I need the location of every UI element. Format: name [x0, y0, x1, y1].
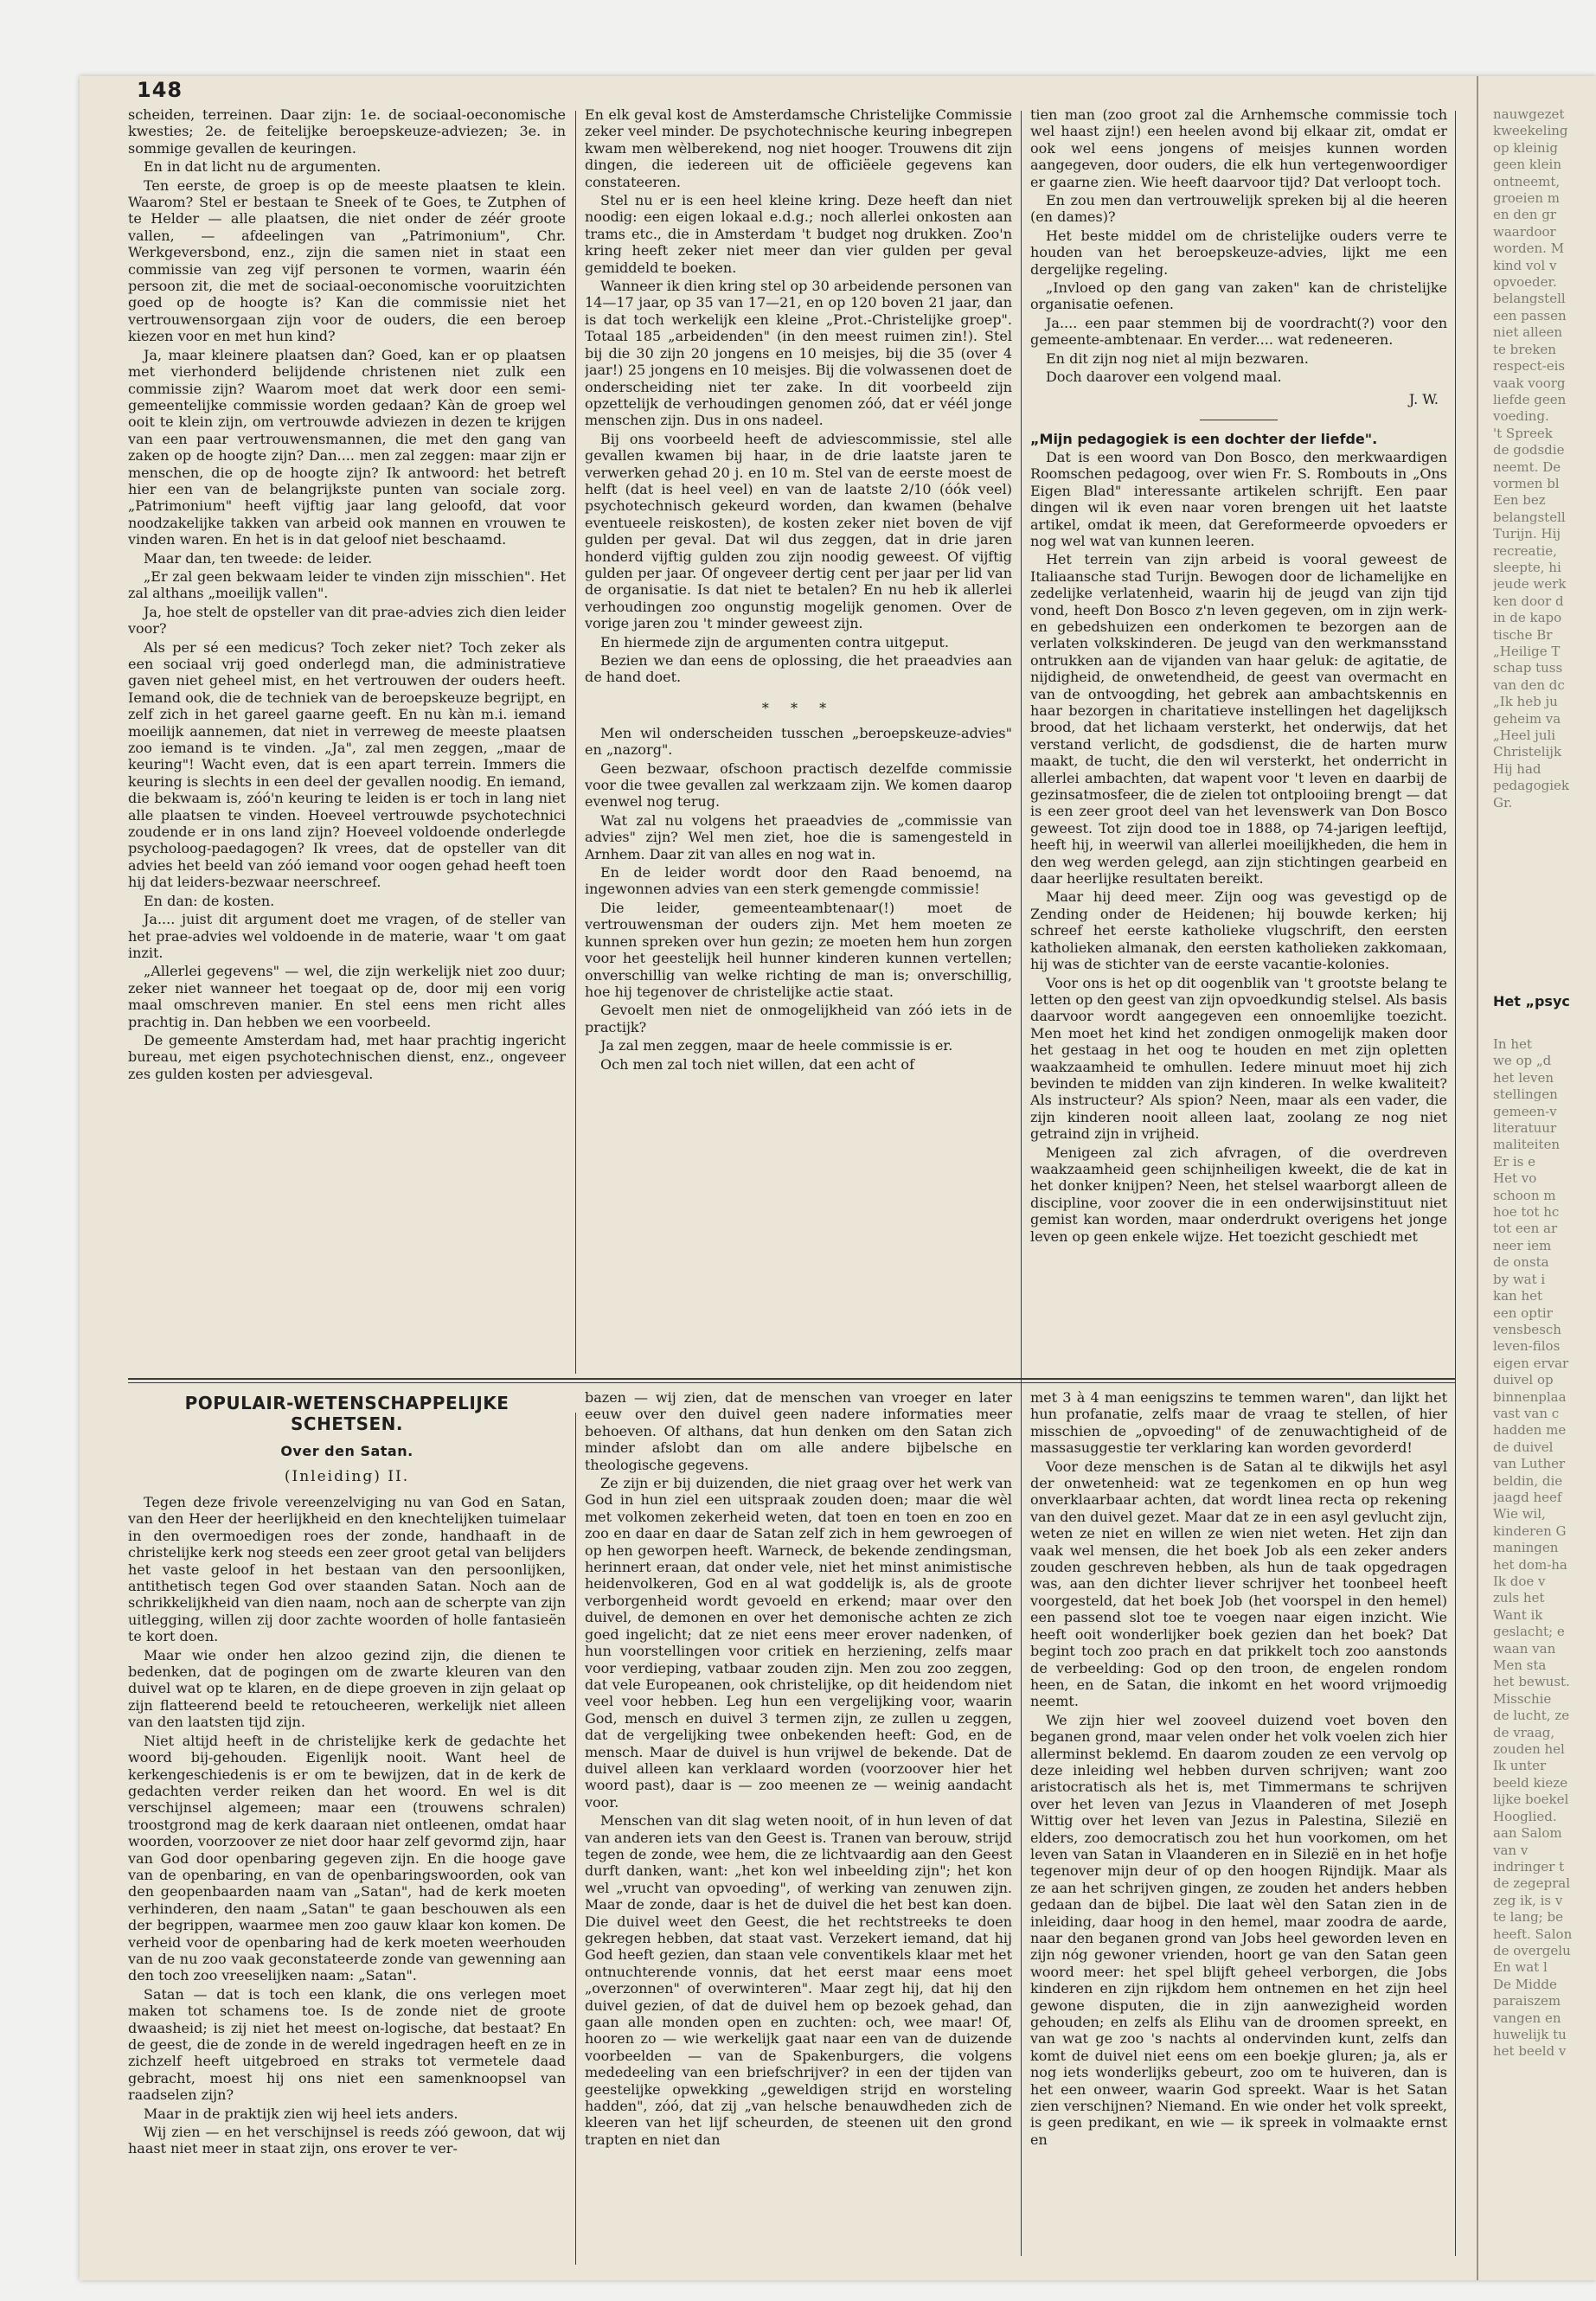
text-line: worden. M [1493, 240, 1565, 257]
text-line: vensbesch [1493, 1321, 1561, 1337]
text-line: stellingen [1493, 1086, 1558, 1103]
paragraph: En hiermede zijn de argumenten contra uitgeput. [600, 633, 949, 651]
text-line: het leven [1493, 1069, 1554, 1086]
paragraph: Stel nu er is een heel kleine kring. Deze heeft dan niet noodig: een eigen lokaal e.d.g.; noch allerlei onkosten aan trams etc., die in Amsterdam 't budget nog drukken. Zoo'n kring heeft zeker niet meer dan vier gulden per geval gemiddeld te boeken. [585, 192, 1012, 276]
text-line: Christelijk [1493, 744, 1562, 760]
paragraph: „Er zal geen bekwaam leider te vinden zijn misschien". Het zal althans „moeilijk vallen". [128, 567, 566, 602]
paragraph: „Invloed op den gang van zaken" kan de christelijke organisatie oefenen. [1030, 279, 1447, 313]
text-line: belangstell [1493, 509, 1566, 525]
text-line: maningen [1493, 1540, 1559, 1556]
article-title: Over den Satan. [280, 1443, 413, 1459]
text-line: gemeen-v [1493, 1103, 1557, 1119]
paragraph: met 3 à 4 man eenigszins te temmen waren", dan lijkt het hun profanatie, zelfs maar de vraag te stellen, of hier misschien de „opvoeding" of de zenuwachtigheid of de massasuggestie ter verklaring kan worden gevorderd! [1030, 1389, 1447, 1457]
paragraph: Als per sé een medicus? Toch zeker niet? Toch zeker als een sociaal vrij goed onderlegd man, die administratieve gaven niet geheel mist, en het vertrouwen der ouders heeft. Iemand ook, die de techniek van de beroepskeuze begrijpt, en zelf zich in het gareel gaarne geeft. En nu kàn m.i. iemand moeilijk aannemen, dat niet in verreweg de meeste plaatsen zoo iemand is te vinden. „Ja", zal men zeggen, „maar de keuring"! Wacht even, dat is een apart terrein. Immers die keuring is slechts in een deel der gevallen noodig. En iemand, die bekwaam is, zóó'n keuring te leiden is er toch in lang niet alle plaatsen te vinden. Hoeveel vertrouwde psychotechnici zoudende er in ons land zijn? Hoeveel voldoende onderlegde psycholoog-paedagogen? Ik vrees, dat de opsteller van dit advies het beeld van zóó iemand voor oogen gehad heeft toen hij dat leiders-bezwaar neerschreef. [128, 638, 566, 891]
text-line: zouden hel [1493, 1741, 1565, 1758]
text-line: geslacht; e [1493, 1624, 1565, 1640]
column-3-bottom [1030, 1389, 1447, 2265]
text-line: beldin, die [1493, 1472, 1563, 1489]
text-line: kweekeling [1493, 123, 1568, 139]
text-line: Gr. [1493, 794, 1513, 811]
text-line: waardoor [1493, 223, 1556, 240]
text-line: literatuur [1493, 1120, 1557, 1137]
paragraph: Wij zien — en het verschijnsel is reeds zóó gewoon, dat wij haast niet meer in staat zijn, ons erover te ver- [128, 2124, 566, 2157]
text-line: leven-filos [1493, 1338, 1561, 1355]
text-line: 't Spreek [1493, 425, 1553, 441]
text-line: belangstell [1493, 291, 1566, 307]
text-line: Ik doe v [1493, 1574, 1546, 1589]
text-line: indringer t [1493, 1858, 1565, 1875]
paragraph: Wat zal nu volgens het praeadvies de „commissie van advies" zijn? Wel men ziet, hoe die is samengesteld in Arnhem. Daar zit van alles en nog wat in. [585, 811, 1012, 862]
text-line: Hij had [1493, 760, 1542, 777]
text-line: neemt. De [1493, 458, 1561, 475]
text-line: De Midde [1493, 1976, 1557, 1992]
text-line: niet alleen [1493, 324, 1563, 341]
text-line: Een bez [1493, 492, 1546, 509]
text-line: Want ik [1493, 1606, 1543, 1623]
text-line: Misschie [1493, 1690, 1552, 1707]
text-line: geheim va [1493, 710, 1561, 727]
text-line: kan het [1493, 1288, 1543, 1304]
text-line: een passen [1493, 307, 1567, 324]
text-line: kinderen G [1493, 1522, 1567, 1539]
paragraph: Ja.... juist dit argument doet me vragen, of de steller van het prae-advies wel voldoende in de materie, waar 't om gaat inzit. [128, 911, 566, 961]
text-line: lijke boekel [1493, 1791, 1569, 1808]
text-line: het bewust. [1493, 1674, 1570, 1690]
column-4-heading [1493, 993, 1596, 1028]
text-line: by wat i [1493, 1271, 1546, 1287]
text-line: neer iem [1493, 1237, 1552, 1253]
column-2-top [585, 106, 1012, 1374]
text-line: huwelijk tu [1493, 2026, 1567, 2042]
text-line: „Ik heb ju [1493, 694, 1558, 710]
paragraph: Ja, hoe stelt de opsteller van dit prae-advies zich dien leider voor? [128, 603, 566, 638]
text-line: een optir [1493, 1304, 1553, 1321]
paragraph: Ja.... een paar stemmen bij de voordracht(?) voor den gemeente-ambtenaar. En verder.... wat redeneeren. [1030, 314, 1447, 349]
section-rule [128, 1382, 1455, 1383]
paragraph: Men wil onderscheiden tusschen „beroepskeuze-advies" en „nazorg". [585, 724, 1012, 759]
text-line: recreatie, [1493, 542, 1557, 559]
text-line: „Heilige T [1493, 644, 1561, 659]
text-line: van v [1493, 1842, 1529, 1858]
paragraph: Tegen deze frivole vereenzelviging nu van God en Satan, van den Heer der heerlijkheid en den knechtelijken tuimelaar in den overmoedigen roes der zonde, handhaaft in de christelijke kerk nog steeds een zeer groot getal van belijders het vaste geloof in het bestaan van den persoonlijken, antithetisch tegen God over staanden Satan. Noch aan de schrikkelijkheid van dien naam, noch aan de scherpte van zijn uitlegging, willen zij door zachte woorden of holle fantasieën te kort doen. [128, 1494, 566, 1645]
cropped-lines [1493, 106, 1596, 811]
text-line: schap tuss [1493, 660, 1563, 676]
paragraph: Dat is een woord van Don Bosco, den merkwaardigen Roomschen pedagoog, over wien Fr. S. Rombouts in „Ons Eigen Blad" interessante artikelen schrijft. Een paar dingen wil ik even naar voren brengen uit het laatste artikel, omdat ik meen, dat Gereformeerde opvoeders er nog wel wat van kunnen leeren. [1030, 448, 1447, 549]
text-line: pedagogiek [1493, 778, 1570, 794]
paragraph: tien man (zoo groot zal die Arnhemsche commissie toch wel haast zijn!) een heelen avond bij elkaar zit, omdat er ook wel eens jongens of meisjes kunnen worden aangegeven, door ouders, die elk hun vertegenwoordiger er gaarne zien. Wie heeft daarvoor tijd? Dat verloopt toch. [1030, 106, 1447, 190]
paragraph: Menschen van dit slag weten nooit, of in hun leven of dat van anderen iets van den Geest is. Tranen van berouw, strijd tegen de zonde, wee hem, die ze lichtvaardig aan den Geest durft danken, want: „het kon wel inbeelding zijn"; het kon wel „vrucht van opvoeding", of werking van zenuwen zijn. Maar de zonde, daar is het de duivel die het best kan doen. Die duivel weet den Geest, die het rechtstreeks te doen gekregen hebben, dat staat vast. Verzekert iemand, dat hij God heeft gezien, dan staan vele conventikels klaar met het ontnuchterende vonnis, dat het eerst maar eens moet „overzonnen" of overwinteren". Maar zegt hij, dat hij den duivel gezien, of dat de duivel hem op bezoek gehad, dan gaan alle monden open en zuchten: och, wee maar! Of, hooren zo — wie werkelijk gaat naar een van de duizende voorbeelden — van de Spakenburgers, die volgens mededeeling van een briefschrijver? in een der tijden van geestelijke opwekking „geweldigen strijd en worsteling hadden", zóó, dat zij „van helsche benauwdheden zich de kleeren van het lijf scheurden, de steenen uit den grond trapten en niet dan [585, 1812, 1012, 2148]
text-line: En wat l [1493, 1959, 1548, 1976]
section-banner: POPULAIR-WETENSCHAPPELIJKE SCHETSEN. [184, 1393, 510, 1434]
text-line: zuls het [1493, 1590, 1545, 1606]
column-1-bottom [128, 1389, 566, 2265]
paragraph: Niet altijd heeft in de christelijke kerk de gedachte het woord bij-gehouden. Eigenlijk nooit. Want heel de kerkengeschiedenis is er om te bewijzen, dat in de kerk de gedachten verder reiken dan het woord. En wel is dit verschijnsel algemeen; maar een (trouwens schralen) troostgrond mag de kerk daaraan niet ontleenen, omdat haar woorden, voorzoover ze niet door haar zelf gevormd zijn, haar van God door openbaring gegeven zijn. En die hooge gave van de openbaring, en van de openbaringswoorden, ook van den geopenbaarden naam van „Satan", had de kerk moeten verhinderen, den naam „Satan" te gaan beschouwen als een der begrippen, waarmee men zoo gauw klaar kon komen. De verheid voor de openbaring had de kerk moeten weerhouden van de nu zoo vaak geconstateerde zonde van gewenning aan den toch zoo vreeselijken naam: „Satan". [128, 1732, 566, 1984]
text-line: hadden me [1493, 1422, 1567, 1439]
text-line: Het vo [1493, 1170, 1537, 1187]
text-line: we op „d [1493, 1053, 1552, 1069]
article-subtitle: (Inleiding) II. [284, 1468, 410, 1485]
text-line: hoe tot hc [1493, 1204, 1560, 1221]
paragraph: We zijn hier wel zooveel duizend voet boven den beganen grond, maar velen onder het volk voelen zich hier allerminst beklemd. En daarom zouden ze een vervolg op deze inleiding wel hebben durven schrijven; want zoo aristocratisch als het is, met Timmermans te schrijven over het leven van Jezus in Vlaanderen of met Joseph Wittig over het leven van Jezus in Palestina, Silezië en elders, zoo democratisch zou het hun voorkomen, om het leven van Satan in Vlaanderen en in Silezië en in het hofje tegenover mijn deur of op den hoogen Rijndijk. Maar als ze aan het schrijven gingen, ze zouden het anders hebben gedaan dan de bijbel. Die laat wèl den Satan zien in de inleiding, daar hoog in den hemel, maar zoodra de aarde, naar den beganen grond van Jobs heel geworden leven en zijn nóg gewoner vrienden, hoort ge van den Satan geen woord meer: het spel blijft geheel verborgen, die Jobs kinderen en zijn rijkdom hem ontnemen en het zijn heel gewone disputen, die in zijn aanwezigheid worden gehouden; en zelfs als Elihu van de droomen spreekt, en van wat ge zoo 's nachts al ondervinden kunt, zelfs dan komt de duivel niet eens om een boekje gluren; ja, als er nog iets wonderlijks gebeurt, zoo om te huiveren, dan is het een onweer, waarin God spreekt. Waar is het Satan zien verschijnen? Niemand. En wie onder het volk spreekt, is geen predikant, en wie — ik spreek in volmaakte ernst en [1030, 1711, 1447, 2148]
text-line: en den gr [1493, 207, 1556, 223]
paragraph: En de leider wordt door den Raad benoemd, na ingewonnen advies van een sterk gemengde commissie! [585, 864, 1012, 898]
author-signature: J. W. [1408, 390, 1439, 407]
paragraph: Bij ons voorbeeld heeft de adviescommissie, stel alle gevallen kwamen bij haar, in de drie laatste jaren te verwerken gehad 20 j. en 10 m. Stel van de eerste moest de helft (dat is heel veel) en van de laatste 2/10 (óók veel) psychotechnisch gekeurd worden, dan kwamen (behalve eventueele reiskosten), de kosten zeker niet boven de vijf gulden per geval. Dat wil dus zeggen, dat in drie jaren honderd vijftig gulden zou zijn noodig geweest. Of vijftig gulden per jaar. Of ongeveer dertig cent per jaar per lid van de organisatie. Is dat niet te betalen? En nu heb ik allerlei verhoudingen zoo ongunstig mogelijk genomen. Over de vorige jaren zou 't minder geweest zijn. [585, 430, 1012, 632]
section-rule [128, 1378, 1455, 1380]
text-line: jaagd heef [1493, 1489, 1562, 1505]
text-line: In het [1493, 1036, 1532, 1052]
article-heading: Het „psyc [1493, 993, 1570, 1009]
text-line: de overgelu [1493, 1942, 1571, 1958]
text-line: beeld kieze [1493, 1774, 1568, 1791]
text-line: opvoeder. [1493, 274, 1557, 291]
text-line: de godsdie [1493, 442, 1565, 458]
page-gutter [1477, 76, 1478, 2280]
text-line: liefde geen [1493, 391, 1567, 407]
text-line: Men sta [1493, 1657, 1547, 1674]
text-line: paraiszem [1493, 1993, 1561, 2009]
paragraph: Menigeen zal zich afvragen, of die overdreven waakzaamheid geen schijnheiligen kweekt, die de kat in het donker knijpen? Neen, het stelsel waarborgt alleen de discipline, voor zoover die in een onderwijsinstituut niet gemist kan worden, maar onderdrukt overigens het jonge leven op geen enkele wijze. Het toezicht geschiedt met [1030, 1144, 1447, 1245]
text-line: de lucht, ze [1493, 1708, 1570, 1724]
section-separator: * * * [761, 699, 836, 716]
page-number: 148 [137, 78, 183, 102]
text-line: Ik unter [1493, 1758, 1547, 1774]
text-line: de onsta [1493, 1254, 1549, 1271]
column-rule [1455, 111, 1456, 2256]
text-line: tische Br [1493, 626, 1553, 643]
paragraph: Geen bezwaar, ofschoon practisch dezelfde commissie voor die twee gevallen zal werkzaam zijn. We komen daarop evenwel nog terug. [585, 760, 1012, 811]
text-line: zeg ik, is v [1493, 1892, 1563, 1908]
text-line: vaak voorg [1493, 375, 1566, 391]
paragraph: Het beste middel om de christelijke ouders verre te houden van het beroepskeuze-advies, lijkt me een dergelijke regeling. [1030, 227, 1447, 278]
paragraph: Satan — dat is toch een klank, die ons verlegen moet maken tot schamens toe. Is de zonde niet de groote dwaasheid; is zij niet het meest on-logische, dat bestaat? En de geest, die de zonde in de wereld ingedragen heeft en ze in zichzelf heeft uitgebroed en straks tot vermetele daad gebracht, moest hij ons niet een samenknoopsel van raadselen zijn? [128, 1985, 566, 2104]
text-line: ontneemt, [1493, 173, 1561, 189]
text-line: aan Salom [1493, 1825, 1562, 1842]
column-rule [575, 111, 576, 1374]
paragraph: Die leider, gemeenteambtenaar(!) moet de vertrouwensman der ouders zijn. Met hem moeten ze kunnen spreken over hun gezin; ze moeten hem hun zorgen voor het geestelijk heil hunner kinderen kunnen vertellen; onverschillig van welke richting de man is; onverschillig, hoe hij tegenover de christelijke actie staat. [585, 899, 1012, 1000]
paragraph: En elk geval kost de Amsterdamsche Christelijke Commissie zeker veel minder. De psychotechnische keuring inbegrepen kwam men wèlberekend, nog niet hooger. Trouwens dit zijn dingen, die iedereen uit de officiëele gegevens kan constateeren. [585, 106, 1012, 190]
text-line: binnenplaa [1493, 1388, 1567, 1405]
text-line: het beeld v [1493, 2043, 1567, 2060]
text-line: eigen ervar [1493, 1355, 1569, 1371]
paragraph: Gevoelt men niet de onmogelijkheid van zóó iets in de practijk? [585, 1002, 1012, 1035]
paragraph: Och men zal toch niet willen, dat een acht of [600, 1055, 914, 1073]
text-line: de zegepral [1493, 1875, 1571, 1892]
text-line: van den dc [1493, 676, 1565, 693]
text-line: groeien m [1493, 190, 1561, 207]
column-2-bottom [585, 1389, 1012, 2265]
cropped-lines [1493, 1036, 1596, 2061]
newspaper-page [80, 76, 1596, 2280]
text-line: duivel op [1493, 1372, 1554, 1388]
paragraph: Het terrein van zijn arbeid is vooral geweest de Italiaansche stad Turijn. Bewogen door de lichamelijke en zedelijke verlatenheid, waarin hij de jeugd van zijn tijd vond, heeft Don Bosco z'n leven gegeven, om in zijn werk- en gebedshuizen een onderkomen te bezorgen aan de verlaten volkskinderen. De jeugd van den werkmansstand ontrukken aan de vijanden van haar geluk: de agitatie, de nijdigheid, de onwetendheid, de geest van overmacht en van de ontvoogding, het gebrek aan ambachtskennis en haar bezorgen in charitatieve instellingen het dagelijksch brood, dat het lichaam versterkt, het onderwijs, dat het verstand verlicht, de godsdienst, die de harten murw maakt, de tucht, die den wil versterkt, het onderricht in allerlei ambachten, dat wapent voor 't leven en daarbij de gezinsatmosfeer, die de zielen tot ontplooiing brengt — dat is een zeer groot deel van het levenswerk van Don Bosco geweest. Tot zijn dood toe in 1888, op 74-jarigen leeftijd, heeft hij, in weerwil van allerlei moeilijkheden, die hem in den weg werden gelegd, aan zijn stichtingen gearbeid en daar heerlijke resultaten bereikt. [1030, 551, 1447, 888]
paragraph: Doch daarover een volgend maal. [1046, 369, 1282, 386]
article-heading: „Mijn pedagogiek is een dochter der liefde". [1030, 430, 1378, 447]
column-rule [1021, 111, 1022, 2256]
text-line: sleepte, hi [1493, 559, 1561, 575]
paragraph: En zou men dan vertrouwelijk spreken bij al die heeren (en dames)? [1030, 192, 1447, 226]
text-line: in de kapo [1493, 610, 1562, 626]
paragraph: bazen — wij zien, dat de menschen van vroeger en later eeuw over den duivel geen nadere informaties meer behoeven. Of althans, dat hun denken om den Satan zich minder afslobt dan om alle andere bijbelsche en theologische gegevens. [585, 1389, 1012, 1473]
paragraph: Ze zijn er bij duizenden, die niet graag over het werk van God in hun ziel een uitspraak zouden doen; maar die wèl met volkomen zekerheid weten, dat toen en toen en zoo en zoo en daar en daar de Satan zelf zich in hem gewroegen of op hen geworpen heeft. Warneck, de bekende zendingsman, herinnert eraan, dat onder vele, niet het minst animistische heidenvolkeren, God en al wat goddelijk is, als de groote verborgenheid wordt gevoeld en erkend; maar over den duivel, de demonen en over het demonische achten ze zich goed ingelicht; dat ze niet eens meer erover nadenken, of hun voorstellingen voor critiek en herziening, zelfs maar voor verdieping, vatbaar zouden zijn. Men zou zoo zeggen, dat vele Europeanen, ook christelijke, op dit heidendom niet veel voor hebben. Leg hun een vergelijking voor, waarin God, mensch en duivel 3 termen zijn, ze zullen u zeggen, dat de vergelijking twee onbekenden heeft: God, en de mensch. Maar de duivel is hun vrijwel de bekende. Dat de duivel alleen kan verklaard worden (voorzoover hier het woord past), daar is — zoo meenen ze — weinig aandacht voor. [585, 1475, 1012, 1811]
text-line: Er is e [1493, 1153, 1536, 1170]
paragraph: Maar hij deed meer. Zijn oog was gevestigd op de Zending onder de Heidenen; hij bouwde kerken; hij schreef het eerste katholieke vlugschrift, den eersten katholieken almanak, den eersten katholieken zakkomaan, hij was de stichter van de eerste vacantie-kolonies. [1030, 888, 1447, 973]
paragraph: Ja, maar kleinere plaatsen dan? Goed, kan er op plaatsen met vierhonderd belijdende christenen niet zulk een commissie zijn? Waarom moet dat werk door een semi-gemeentelijke commissie worden gedaan? Kàn de groep wel ooit te klein zijn, om vertrouwde adviezen in dezen te krijgen van een paar vertrouwensmannen, die met den gang van zaken op de hoogte zijn? Dan.... men zal zeggen: maar zijn er menschen, die op de hoogte zijn? Ik antwoord: het betreft hier een van de belangrijkste punten van sociale zorg. „Patrimonium" heeft vijftig jaar lang geloofd, dat voor noodzakelijke takken van arbeid ook mannen en vrouwen te vinden waren. En het is in dat geloof niet beschaamd. [128, 346, 566, 548]
paragraph: Ja zal men zeggen, maar de heele commissie is er. [600, 1037, 953, 1054]
text-line: voeding. [1493, 408, 1549, 425]
text-line: het dom-ha [1493, 1556, 1567, 1573]
column-1-top [128, 106, 566, 1374]
column-4-bottom [1493, 1036, 1596, 2265]
text-line: nauwgezet [1493, 106, 1565, 122]
paragraph: Maar wie onder hen alzoo gezind zijn, die dienen te bedenken, dat de pogingen om de zwarte kleuren van den duivel wat op te klaren, en de diepe groeven in zijn gelaat op zijn flatteerend beeld te retoucheeren, werkelijk niet alleen van den laatsten tijd zijn. [128, 1646, 566, 1731]
text-line: Turijn. Hij [1493, 526, 1561, 542]
text-line: Hooglied. [1493, 1808, 1557, 1824]
paragraph: Bezien we dan eens de oplossing, die het praeadvies aan de hand doet. [585, 652, 1012, 686]
text-line: vast van c [1493, 1405, 1560, 1421]
text-line: schoon m [1493, 1187, 1556, 1203]
text-line: tot een ar [1493, 1221, 1558, 1237]
text-line: heeft. Salon [1493, 1926, 1573, 1942]
text-line: de duivel [1493, 1439, 1554, 1455]
text-line: de vraag, [1493, 1724, 1555, 1740]
text-line: respect-eis [1493, 358, 1566, 375]
text-line: jeude werk [1493, 576, 1567, 593]
paragraph: En dan: de kosten. [144, 892, 275, 909]
column-rule [575, 1413, 576, 2265]
text-line: waan van [1493, 1640, 1556, 1657]
text-line: maliteiten [1493, 1137, 1561, 1153]
paragraph: En in dat licht nu de argumenten. [144, 158, 381, 176]
paragraph: Maar in de praktijk zien wij heel iets anders. [144, 2105, 458, 2122]
text-line: te breken [1493, 341, 1556, 357]
column-4-top [1493, 106, 1596, 971]
paragraph: Voor ons is het op dit oogenblik van 't grootste belang te letten op den geest van zijn opvoedkundig stelsel. Als basis daarvoor wordt aangegeven een onnoemlijke toezicht. Men moet het kind het zondigen onmogelijk maken door het gestaag in het oog te houden en met zijn opletten waakzaamheid te omhullen. Iedere minuut moet hij zich bevinden te midden van zijn kinderen. In welke kwaliteit? Als instructeur? Als spion? Neen, maar als een vader, die zijn kinderen nooit alleen laat, zoolang ze nog niet getraind zijn in vrijheid. [1030, 974, 1447, 1143]
paragraph: Wanneer ik dien kring stel op 30 arbeidende personen van 14—17 jaar, op 35 van 17—21, en op 120 boven 21 jaar, dan is dat toch werkelijk een kleine „Prot.-Christelijke groep". Totaal 185 „arbeidenden" (in den meest ruimen zin!). Stel bij die 30 zijn 20 jongens en 10 meisjes, bij die 35 (over 4 jaar!) 25 jongens en 10 meisjes. Bij die volwassenen doet de onderscheiding niet ter zake. In dit voorbeeld zijn opzettelijk de verhoudingen genomen zóó, dat er véél jonge menschen zijn. Dus in ons nadeel. [585, 278, 1012, 429]
paragraph: De gemeente Amsterdam had, met haar prachtig ingericht bureau, met eigen psychotechnischen dienst, enz., ongeveer zes gulden kosten per adviesgeval. [128, 1031, 566, 1082]
text-line: ken door d [1493, 593, 1564, 609]
paragraph: scheiden, terreinen. Daar zijn: 1e. de sociaal-oeconomische kwesties; 2e. de feitelijke beroepskeuze-adviezen; 3e. in sommige gevallen de keuringen. [128, 106, 566, 157]
text-line: te lang; be [1493, 1909, 1563, 1926]
text-line: „Heel juli [1493, 727, 1556, 744]
text-line: op kleinig [1493, 139, 1559, 156]
paragraph: Voor deze menschen is de Satan al te dikwijls het asyl der onwetenheid: wat ze tegenkomen en op hun weg onverklaarbaar achten, dat wordt linea recta op rekening van den duivel gezet. Maar dat ze in een asyl gevlucht zijn, weten ze niet en willen ze wien niet weten. Het zijn dan vaak wel mensen, die het boek Job als een zeker anders zouden geschreven hebben, als hun de taak opgedragen was, aan den dichter liever schrijver het toonbeel heeft voorgesteld, dat het boek Job (het voorspel in den hemel) een passend slot toe te voegen naar eigen inzicht. Wie heeft ooit wonderlijker boek gezien dan het boek? Dat begint toch zoo prach en dat prikkelt toch zoo aanstonds de verbeelding: God op den troon, de engelen rondom heen, en de Satan, die inkomt en het woord vrijmoedig neemt. [1030, 1458, 1447, 1710]
paragraph: Ten eerste, de groep is op de meeste plaatsen te klein. Waarom? Stel er bestaan te Sneek of te Goes, te Zutphen of te Helder — alle plaatsen, die niet onder de zéér groote vallen, — afdeelingen van „Patrimonium", Chr. Werkgeversbond, enz., zijn die samen niet in staat een commissie van zeg vijf personen te vormen, waarin één persoon zit, die met de sociaal-oeconomische vooruitzichten goed op de hoogte is? Kan die commissie niet het vertrouwensorgaan zijn voor de ouders, die een beroep kiezen voor en met hun kind? [128, 176, 566, 345]
text-line: van Luther [1493, 1456, 1566, 1472]
paragraph: En dit zijn nog niet al mijn bezwaren. [1046, 349, 1309, 367]
text-line: kind vol v [1493, 257, 1557, 273]
text-line: vangen en [1493, 2009, 1561, 2026]
paragraph: Maar dan, ten tweede: de leider. [144, 549, 373, 567]
paragraph: „Allerlei gegevens" — wel, die zijn werkelijk niet zoo duur; zeker niet wanneer het toegaat op de, door mij een vorig maal omschreven manier. En stel eens men richt alles prachtig in. Dan hebben we een voorbeeld. [128, 963, 566, 1030]
text-line: geen klein [1493, 157, 1562, 173]
column-3-top [1030, 106, 1447, 1374]
text-line: vormen bl [1493, 475, 1560, 491]
text-line: Wie wil, [1493, 1506, 1546, 1522]
